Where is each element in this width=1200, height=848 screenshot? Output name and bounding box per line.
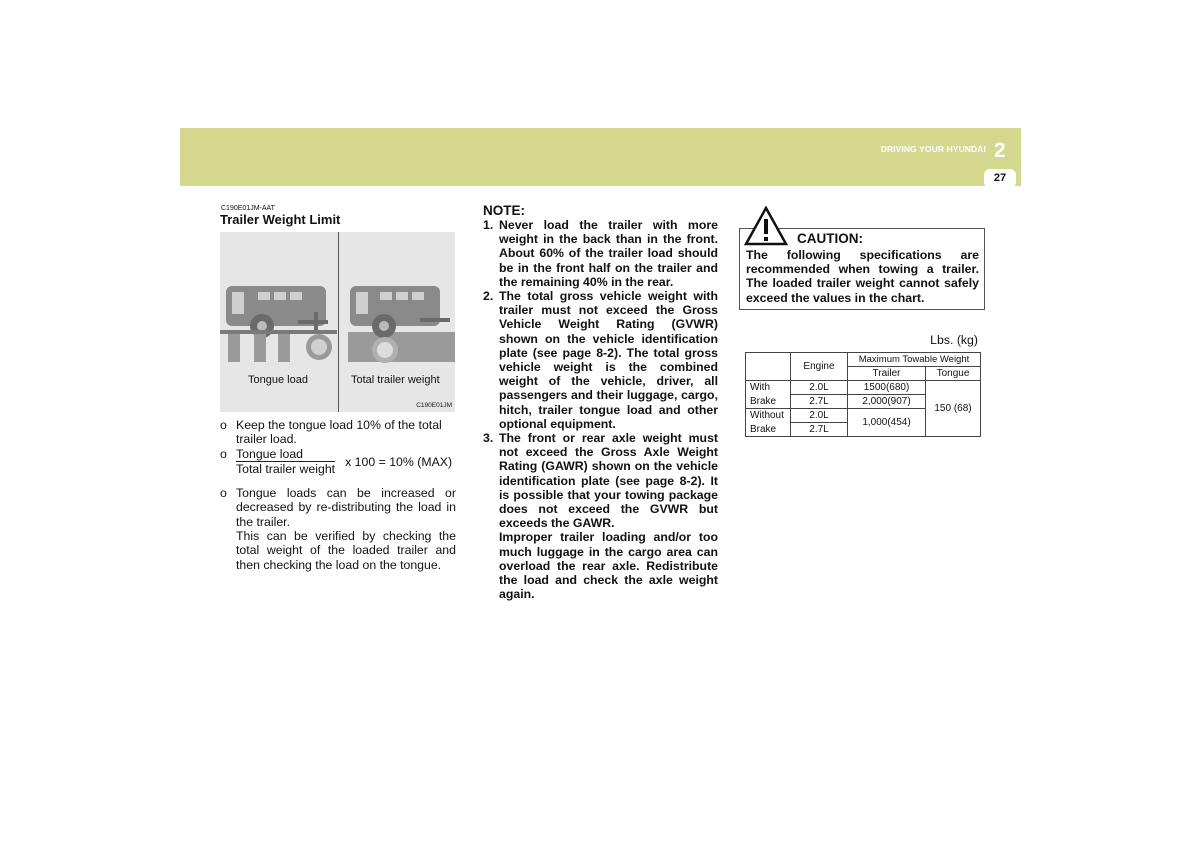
page-number: 27 [984, 169, 1016, 188]
bullet-item [220, 418, 456, 447]
caution-title: CAUTION: [797, 231, 863, 246]
towing-weight-table [745, 352, 981, 437]
note-item-number: 2. [483, 289, 494, 304]
note-item-extra: Improper trailer loading and/or too much luggage in the cargo area can overload the rear axle. Redistribute the load and check the axle weight again. [499, 530, 718, 602]
note-section [483, 203, 718, 601]
section-title: DRIVING YOUR HYUNDAI [880, 144, 986, 154]
table-cell-brake: Without [746, 409, 791, 423]
section-number: 2 [994, 139, 1006, 162]
note-item-text: The total gross vehicle weight with trailer must not exceed the Gross Vehicle Weight Rating (GVWR) shown on the vehicle identification plate (see page 8-2). The total gross vehicle weight is the combined weight of the vehicle, driver, all passengers and their luggage, cargo, hitch, trailer tongue load and other optional equipment. [499, 289, 718, 431]
bullet-marker: o [220, 486, 227, 501]
page-title: Trailer Weight Limit [220, 212, 341, 227]
bullet-marker: o [220, 446, 227, 461]
table-cell-engine: 2.0L [791, 381, 848, 395]
table-cell-trailer: 1500(680) [848, 381, 926, 395]
note-item-text: Never load the trailer with more weight in the back than in the front. About 60% of the trailer load should be in the front half on the trailer and the remaining 40% in the rear. [499, 218, 718, 289]
table-cell-trailer: 2,000(907) [848, 395, 926, 409]
tongue-load-illustration [220, 286, 337, 362]
caution-text: The following specifications are recommended when towing a trailer. The loaded trailer weight cannot safely exceed the values in the chart. [746, 248, 979, 305]
bullet-text: Tongue loads can be increased or decreased by re-distributing the load in the trailer. [236, 486, 456, 529]
table-cell-brake: Brake [746, 423, 791, 437]
table-cell-brake: Brake [746, 395, 791, 409]
table-cell-brake: With [746, 381, 791, 395]
bullet-text: Keep the tongue load 10% of the total trailer load. [236, 418, 442, 447]
formula-denominator: Total trailer weight [236, 461, 336, 476]
table-cell-engine: 2.0L [791, 409, 848, 423]
formula-result: x 100 = 10% (MAX) [345, 455, 453, 470]
note-item-text: The front or rear axle weight must not exceed the Gross Axle Weight Rating (GAWR) shown on the vehicle identification plate (see page 8-2). It is possible that your towing package does not exceed the GVWR but exceeds the GAWR. [499, 431, 718, 531]
bullet-item [220, 486, 456, 572]
table-row [746, 353, 981, 367]
note-heading: NOTE: [483, 203, 525, 218]
note-item [483, 431, 718, 601]
table-header-trailer: Trailer [848, 367, 926, 381]
total-weight-illustration [348, 286, 455, 363]
table-row [746, 381, 981, 395]
table-cell-tongue: 150 (68) [926, 381, 981, 437]
trailer-figure [220, 232, 455, 412]
figure-code: C190E01JM [416, 402, 452, 409]
bullet-item-formula [220, 447, 456, 477]
formula-numerator: Tongue load [236, 447, 335, 462]
note-item-number: 1. [483, 218, 494, 232]
note-item-number: 3. [483, 431, 494, 446]
figure-label-total-weight: Total trailer weight [351, 374, 440, 386]
note-item [483, 289, 718, 431]
units-label: Lbs. (kg) [930, 333, 978, 347]
table-header-engine: Engine [791, 353, 848, 381]
table-header-tongue: Tongue [926, 367, 981, 381]
warning-triangle-icon [744, 206, 788, 246]
bullet-marker: o [220, 418, 227, 432]
figure-label-tongue-load: Tongue load [248, 374, 308, 386]
note-item [483, 218, 718, 289]
section-code: C190E01JM-AAT [221, 205, 275, 212]
table-cell-engine: 2.7L [791, 423, 848, 437]
bullet-list [220, 418, 456, 572]
header-band [180, 128, 1021, 186]
formula-fraction [236, 447, 335, 477]
bullet-text-continued: This can be verified by checking the total weight of the loaded trailer and then checking the load on the tongue. [236, 529, 456, 572]
table-cell-engine: 2.7L [791, 395, 848, 409]
table-cell-trailer: 1,000(454) [848, 409, 926, 437]
table-header-max-weight: Maximum Towable Weight [848, 353, 981, 367]
figure-divider [338, 232, 339, 412]
table-cell-empty [746, 353, 791, 381]
